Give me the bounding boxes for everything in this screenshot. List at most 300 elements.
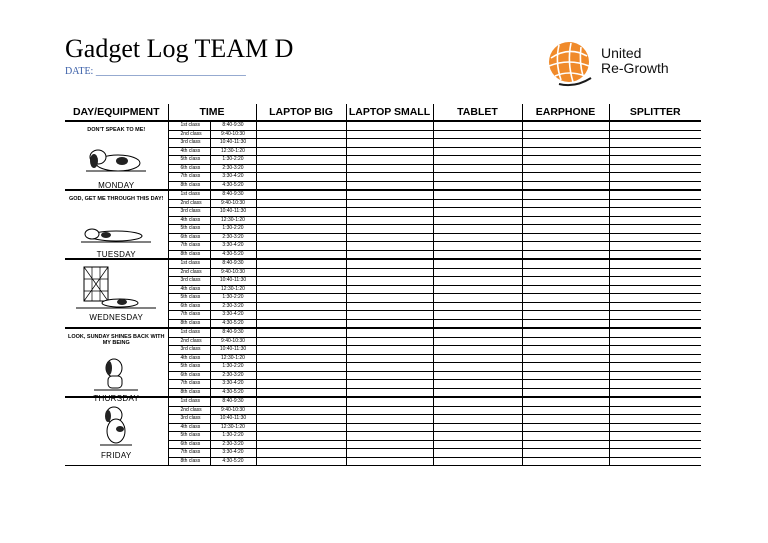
time-slot: 3:30-4:20 — [210, 242, 256, 251]
entry-laptop-small[interactable] — [346, 346, 433, 355]
entry-splitter[interactable] — [609, 337, 701, 346]
entry-laptop-big[interactable] — [256, 139, 346, 148]
entry-earphone[interactable] — [522, 139, 609, 148]
class-label: 5th class — [168, 294, 210, 303]
class-label: 5th class — [168, 156, 210, 165]
class-label: 3rd class — [168, 208, 210, 217]
entry-earphone[interactable] — [522, 363, 609, 372]
entry-laptop-small[interactable] — [346, 242, 433, 251]
entry-laptop-big[interactable] — [256, 190, 346, 199]
entry-laptop-small[interactable] — [346, 164, 433, 173]
entry-earphone[interactable] — [522, 388, 609, 397]
time-slot: 10:40-11:30 — [210, 277, 256, 286]
entry-laptop-big[interactable] — [256, 406, 346, 415]
entry-tablet[interactable] — [433, 397, 522, 406]
entry-tablet[interactable] — [433, 164, 522, 173]
entry-earphone[interactable] — [522, 250, 609, 259]
entry-earphone[interactable] — [522, 440, 609, 449]
class-label: 7th class — [168, 311, 210, 320]
entry-tablet[interactable] — [433, 259, 522, 268]
class-label: 2nd class — [168, 268, 210, 277]
entry-laptop-small[interactable] — [346, 199, 433, 208]
entry-tablet[interactable] — [433, 190, 522, 199]
entry-splitter[interactable] — [609, 130, 701, 139]
entry-earphone[interactable] — [522, 121, 609, 130]
entry-laptop-big[interactable] — [256, 181, 346, 190]
entry-laptop-small[interactable] — [346, 294, 433, 303]
entry-tablet[interactable] — [433, 173, 522, 182]
entry-splitter[interactable] — [609, 225, 701, 234]
dog-cartoon-icon — [66, 202, 166, 248]
entry-earphone[interactable] — [522, 294, 609, 303]
entry-splitter[interactable] — [609, 380, 701, 389]
entry-laptop-small[interactable] — [346, 130, 433, 139]
time-slot: 12:30-1:20 — [210, 423, 256, 432]
entry-laptop-small[interactable] — [346, 147, 433, 156]
entry-tablet[interactable] — [433, 139, 522, 148]
entry-earphone[interactable] — [522, 199, 609, 208]
entry-splitter[interactable] — [609, 199, 701, 208]
class-label: 3rd class — [168, 346, 210, 355]
day-cell-tuesday — [65, 190, 168, 259]
entry-laptop-big[interactable] — [256, 277, 346, 286]
entry-tablet[interactable] — [433, 346, 522, 355]
class-label: 2nd class — [168, 199, 210, 208]
entry-splitter[interactable] — [609, 208, 701, 217]
class-label: 6th class — [168, 233, 210, 242]
entry-laptop-big[interactable] — [256, 147, 346, 156]
entry-splitter[interactable] — [609, 216, 701, 225]
entry-laptop-big[interactable] — [256, 259, 346, 268]
entry-earphone[interactable] — [522, 285, 609, 294]
class-label: 8th class — [168, 319, 210, 328]
entry-laptop-small[interactable] — [346, 440, 433, 449]
entry-tablet[interactable] — [433, 319, 522, 328]
entry-laptop-small[interactable] — [346, 457, 433, 466]
entry-splitter[interactable] — [609, 406, 701, 415]
page-title: Gadget Log TEAM D — [65, 34, 294, 63]
day-cell-wednesday — [65, 259, 168, 328]
time-slot: 8:40-9:30 — [210, 328, 256, 337]
dog-cartoon-icon — [66, 346, 166, 392]
time-slot: 12:30-1:20 — [210, 147, 256, 156]
entry-laptop-big[interactable] — [256, 371, 346, 380]
entry-earphone[interactable] — [522, 380, 609, 389]
entry-laptop-big[interactable] — [256, 268, 346, 277]
entry-laptop-small[interactable] — [346, 311, 433, 320]
entry-laptop-small[interactable] — [346, 268, 433, 277]
entry-tablet[interactable] — [433, 199, 522, 208]
entry-splitter[interactable] — [609, 388, 701, 397]
day-caption: LOOK, SUNDAY SHINES BACK WITH MY BEING — [67, 333, 165, 346]
entry-tablet[interactable] — [433, 268, 522, 277]
entry-tablet[interactable] — [433, 432, 522, 441]
entry-splitter[interactable] — [609, 311, 701, 320]
entry-laptop-big[interactable] — [256, 233, 346, 242]
time-slot: 8:40-9:30 — [210, 121, 256, 130]
entry-laptop-big[interactable] — [256, 397, 346, 406]
entry-laptop-small[interactable] — [346, 181, 433, 190]
class-label: 7th class — [168, 173, 210, 182]
entry-laptop-big[interactable] — [256, 250, 346, 259]
time-slot: 10:40-11:30 — [210, 346, 256, 355]
class-label: 1st class — [168, 397, 210, 406]
entry-laptop-small[interactable] — [346, 121, 433, 130]
entry-earphone[interactable] — [522, 346, 609, 355]
entry-earphone[interactable] — [522, 190, 609, 199]
time-slot: 4:30-5:20 — [210, 388, 256, 397]
entry-splitter[interactable] — [609, 354, 701, 363]
entry-earphone[interactable] — [522, 337, 609, 346]
entry-splitter[interactable] — [609, 294, 701, 303]
time-slot: 10:40-11:30 — [210, 415, 256, 424]
class-label: 1st class — [168, 328, 210, 337]
class-label: 4th class — [168, 147, 210, 156]
entry-laptop-small[interactable] — [346, 302, 433, 311]
entry-laptop-big[interactable] — [256, 432, 346, 441]
entry-earphone[interactable] — [522, 415, 609, 424]
entry-splitter[interactable] — [609, 173, 701, 182]
day-name: THURSDAY — [93, 394, 140, 403]
entry-laptop-big[interactable] — [256, 346, 346, 355]
entry-laptop-big[interactable] — [256, 216, 346, 225]
globe-logo-icon — [545, 40, 597, 88]
entry-laptop-big[interactable] — [256, 423, 346, 432]
entry-tablet[interactable] — [433, 277, 522, 286]
entry-laptop-big[interactable] — [256, 130, 346, 139]
time-slot: 2:30-3:20 — [210, 302, 256, 311]
time-slot: 4:30-5:20 — [210, 457, 256, 466]
entry-laptop-small[interactable] — [346, 380, 433, 389]
class-label: 5th class — [168, 432, 210, 441]
entry-laptop-small[interactable] — [346, 250, 433, 259]
entry-splitter[interactable] — [609, 250, 701, 259]
entry-tablet[interactable] — [433, 285, 522, 294]
table-row — [65, 190, 701, 199]
entry-laptop-small[interactable] — [346, 423, 433, 432]
entry-laptop-big[interactable] — [256, 354, 346, 363]
entry-earphone[interactable] — [522, 233, 609, 242]
entry-splitter[interactable] — [609, 397, 701, 406]
entry-laptop-big[interactable] — [256, 319, 346, 328]
entry-laptop-small[interactable] — [346, 225, 433, 234]
class-label: 8th class — [168, 457, 210, 466]
header-tablet: TABLET — [433, 104, 522, 121]
entry-splitter[interactable] — [609, 190, 701, 199]
header-laptop-big: LAPTOP BIG — [256, 104, 346, 121]
entry-laptop-big[interactable] — [256, 242, 346, 251]
entry-earphone[interactable] — [522, 432, 609, 441]
entry-laptop-small[interactable] — [346, 354, 433, 363]
entry-earphone[interactable] — [522, 181, 609, 190]
time-slot: 2:30-3:20 — [210, 440, 256, 449]
date-field[interactable]: DATE: ______________________________ — [65, 66, 246, 77]
entry-tablet[interactable] — [433, 302, 522, 311]
entry-earphone[interactable] — [522, 130, 609, 139]
class-label: 7th class — [168, 242, 210, 251]
time-slot: 9:40-10:30 — [210, 337, 256, 346]
entry-tablet[interactable] — [433, 216, 522, 225]
entry-laptop-big[interactable] — [256, 302, 346, 311]
entry-laptop-big[interactable] — [256, 363, 346, 372]
table-row — [65, 259, 701, 268]
entry-splitter[interactable] — [609, 147, 701, 156]
logo — [545, 40, 705, 88]
class-label: 6th class — [168, 164, 210, 173]
time-slot: 4:30-5:20 — [210, 250, 256, 259]
entry-laptop-big[interactable] — [256, 449, 346, 458]
time-slot: 2:30-3:20 — [210, 371, 256, 380]
entry-earphone[interactable] — [522, 319, 609, 328]
class-label: 1st class — [168, 259, 210, 268]
entry-splitter[interactable] — [609, 319, 701, 328]
entry-laptop-small[interactable] — [346, 363, 433, 372]
time-slot: 3:30-4:20 — [210, 449, 256, 458]
table-row — [65, 328, 701, 337]
entry-laptop-small[interactable] — [346, 190, 433, 199]
entry-splitter[interactable] — [609, 164, 701, 173]
entry-laptop-big[interactable] — [256, 164, 346, 173]
entry-laptop-small[interactable] — [346, 388, 433, 397]
entry-tablet[interactable] — [433, 337, 522, 346]
entry-splitter[interactable] — [609, 121, 701, 130]
class-label: 6th class — [168, 440, 210, 449]
entry-earphone[interactable] — [522, 277, 609, 286]
entry-laptop-small[interactable] — [346, 139, 433, 148]
class-label: 2nd class — [168, 130, 210, 139]
entry-earphone[interactable] — [522, 173, 609, 182]
entry-splitter[interactable] — [609, 449, 701, 458]
entry-earphone[interactable] — [522, 423, 609, 432]
entry-laptop-big[interactable] — [256, 311, 346, 320]
entry-earphone[interactable] — [522, 268, 609, 277]
entry-laptop-big[interactable] — [256, 294, 346, 303]
entry-tablet[interactable] — [433, 328, 522, 337]
entry-earphone[interactable] — [522, 397, 609, 406]
entry-tablet[interactable] — [433, 371, 522, 380]
entry-tablet[interactable] — [433, 225, 522, 234]
time-slot: 1:30-2:20 — [210, 225, 256, 234]
entry-laptop-big[interactable] — [256, 225, 346, 234]
entry-laptop-small[interactable] — [346, 415, 433, 424]
dog-cartoon-icon — [66, 265, 166, 311]
entry-laptop-small[interactable] — [346, 449, 433, 458]
time-slot: 1:30-2:20 — [210, 363, 256, 372]
entry-laptop-small[interactable] — [346, 208, 433, 217]
entry-tablet[interactable] — [433, 449, 522, 458]
entry-tablet[interactable] — [433, 130, 522, 139]
class-label: 3rd class — [168, 415, 210, 424]
entry-tablet[interactable] — [433, 181, 522, 190]
entry-earphone[interactable] — [522, 406, 609, 415]
time-slot: 3:30-4:20 — [210, 311, 256, 320]
class-label: 3rd class — [168, 139, 210, 148]
time-slot: 1:30-2:20 — [210, 294, 256, 303]
header-time: TIME — [168, 104, 256, 121]
entry-tablet[interactable] — [433, 457, 522, 466]
entry-laptop-big[interactable] — [256, 457, 346, 466]
entry-earphone[interactable] — [522, 225, 609, 234]
entry-laptop-big[interactable] — [256, 285, 346, 294]
entry-earphone[interactable] — [522, 371, 609, 380]
entry-splitter[interactable] — [609, 457, 701, 466]
entry-earphone[interactable] — [522, 449, 609, 458]
entry-laptop-small[interactable] — [346, 397, 433, 406]
entry-laptop-big[interactable] — [256, 380, 346, 389]
entry-splitter[interactable] — [609, 328, 701, 337]
class-label: 2nd class — [168, 406, 210, 415]
entry-earphone[interactable] — [522, 164, 609, 173]
entry-laptop-small[interactable] — [346, 216, 433, 225]
class-label: 2nd class — [168, 337, 210, 346]
entry-earphone[interactable] — [522, 147, 609, 156]
class-label: 8th class — [168, 181, 210, 190]
dog-cartoon-icon — [66, 133, 166, 179]
entry-splitter[interactable] — [609, 156, 701, 165]
entry-splitter[interactable] — [609, 277, 701, 286]
class-label: 8th class — [168, 388, 210, 397]
header-earphone: EARPHONE — [522, 104, 609, 121]
entry-laptop-small[interactable] — [346, 337, 433, 346]
entry-splitter[interactable] — [609, 346, 701, 355]
entry-earphone[interactable] — [522, 208, 609, 217]
class-label: 6th class — [168, 371, 210, 380]
entry-splitter[interactable] — [609, 363, 701, 372]
entry-laptop-big[interactable] — [256, 199, 346, 208]
time-slot: 12:30-1:20 — [210, 354, 256, 363]
time-slot: 8:40-9:30 — [210, 190, 256, 199]
time-slot: 1:30-2:20 — [210, 432, 256, 441]
day-cell-friday — [65, 394, 168, 466]
class-label: 7th class — [168, 449, 210, 458]
gadget-log-table — [65, 104, 701, 466]
entry-tablet[interactable] — [433, 406, 522, 415]
entry-tablet[interactable] — [433, 363, 522, 372]
entry-tablet[interactable] — [433, 242, 522, 251]
entry-splitter[interactable] — [609, 423, 701, 432]
entry-laptop-small[interactable] — [346, 371, 433, 380]
header-laptop-small: LAPTOP SMALL — [346, 104, 433, 121]
dog-cartoon-icon — [66, 403, 166, 449]
entry-splitter[interactable] — [609, 181, 701, 190]
entry-laptop-big[interactable] — [256, 173, 346, 182]
entry-laptop-small[interactable] — [346, 277, 433, 286]
class-label: 4th class — [168, 423, 210, 432]
entry-splitter[interactable] — [609, 285, 701, 294]
entry-tablet[interactable] — [433, 380, 522, 389]
class-label: 6th class — [168, 302, 210, 311]
class-label: 4th class — [168, 285, 210, 294]
entry-laptop-small[interactable] — [346, 328, 433, 337]
time-slot: 3:30-4:20 — [210, 380, 256, 389]
class-label: 4th class — [168, 354, 210, 363]
entry-tablet[interactable] — [433, 354, 522, 363]
entry-laptop-small[interactable] — [346, 319, 433, 328]
class-label: 8th class — [168, 250, 210, 259]
entry-laptop-big[interactable] — [256, 156, 346, 165]
entry-tablet[interactable] — [433, 311, 522, 320]
entry-laptop-small[interactable] — [346, 233, 433, 242]
logo-line-1: United — [601, 45, 642, 61]
time-slot: 10:40-11:30 — [210, 139, 256, 148]
entry-tablet[interactable] — [433, 388, 522, 397]
entry-tablet[interactable] — [433, 294, 522, 303]
day-name: TUESDAY — [96, 250, 136, 259]
entry-laptop-small[interactable] — [346, 156, 433, 165]
entry-laptop-big[interactable] — [256, 208, 346, 217]
entry-tablet[interactable] — [433, 156, 522, 165]
entry-earphone[interactable] — [522, 302, 609, 311]
class-label: 5th class — [168, 363, 210, 372]
entry-laptop-small[interactable] — [346, 259, 433, 268]
entry-splitter[interactable] — [609, 268, 701, 277]
class-label: 7th class — [168, 380, 210, 389]
class-label: 5th class — [168, 225, 210, 234]
day-name: MONDAY — [98, 181, 135, 190]
time-slot: 12:30-1:20 — [210, 216, 256, 225]
entry-splitter[interactable] — [609, 415, 701, 424]
table-row — [65, 121, 701, 130]
time-slot: 8:40-9:30 — [210, 397, 256, 406]
day-name: WEDNESDAY — [89, 313, 144, 322]
entry-tablet[interactable] — [433, 121, 522, 130]
class-label: 1st class — [168, 190, 210, 199]
entry-laptop-big[interactable] — [256, 415, 346, 424]
entry-earphone[interactable] — [522, 328, 609, 337]
entry-splitter[interactable] — [609, 302, 701, 311]
entry-tablet[interactable] — [433, 208, 522, 217]
entry-laptop-big[interactable] — [256, 337, 346, 346]
time-slot: 9:40-10:30 — [210, 268, 256, 277]
entry-earphone[interactable] — [522, 216, 609, 225]
entry-earphone[interactable] — [522, 259, 609, 268]
entry-splitter[interactable] — [609, 371, 701, 380]
entry-tablet[interactable] — [433, 250, 522, 259]
entry-earphone[interactable] — [522, 354, 609, 363]
entry-splitter[interactable] — [609, 432, 701, 441]
entry-laptop-small[interactable] — [346, 173, 433, 182]
entry-splitter[interactable] — [609, 242, 701, 251]
entry-laptop-small[interactable] — [346, 285, 433, 294]
class-label: 1st class — [168, 121, 210, 130]
day-caption: DON'T SPEAK TO ME! — [87, 126, 146, 133]
entry-laptop-big[interactable] — [256, 328, 346, 337]
entry-earphone[interactable] — [522, 156, 609, 165]
entry-earphone[interactable] — [522, 311, 609, 320]
entry-earphone[interactable] — [522, 457, 609, 466]
day-name: FRIDAY — [100, 451, 132, 460]
entry-splitter[interactable] — [609, 139, 701, 148]
day-cell-monday — [65, 121, 168, 190]
entry-splitter[interactable] — [609, 259, 701, 268]
time-slot: 9:40-10:30 — [210, 130, 256, 139]
entry-earphone[interactable] — [522, 242, 609, 251]
entry-laptop-small[interactable] — [346, 432, 433, 441]
entry-laptop-big[interactable] — [256, 121, 346, 130]
entry-tablet[interactable] — [433, 423, 522, 432]
time-slot: 4:30-5:20 — [210, 319, 256, 328]
entry-laptop-big[interactable] — [256, 440, 346, 449]
entry-tablet[interactable] — [433, 440, 522, 449]
entry-laptop-small[interactable] — [346, 406, 433, 415]
time-slot: 2:30-3:20 — [210, 233, 256, 242]
entry-splitter[interactable] — [609, 440, 701, 449]
entry-tablet[interactable] — [433, 415, 522, 424]
entry-splitter[interactable] — [609, 233, 701, 242]
entry-laptop-big[interactable] — [256, 388, 346, 397]
entry-tablet[interactable] — [433, 233, 522, 242]
entry-tablet[interactable] — [433, 147, 522, 156]
